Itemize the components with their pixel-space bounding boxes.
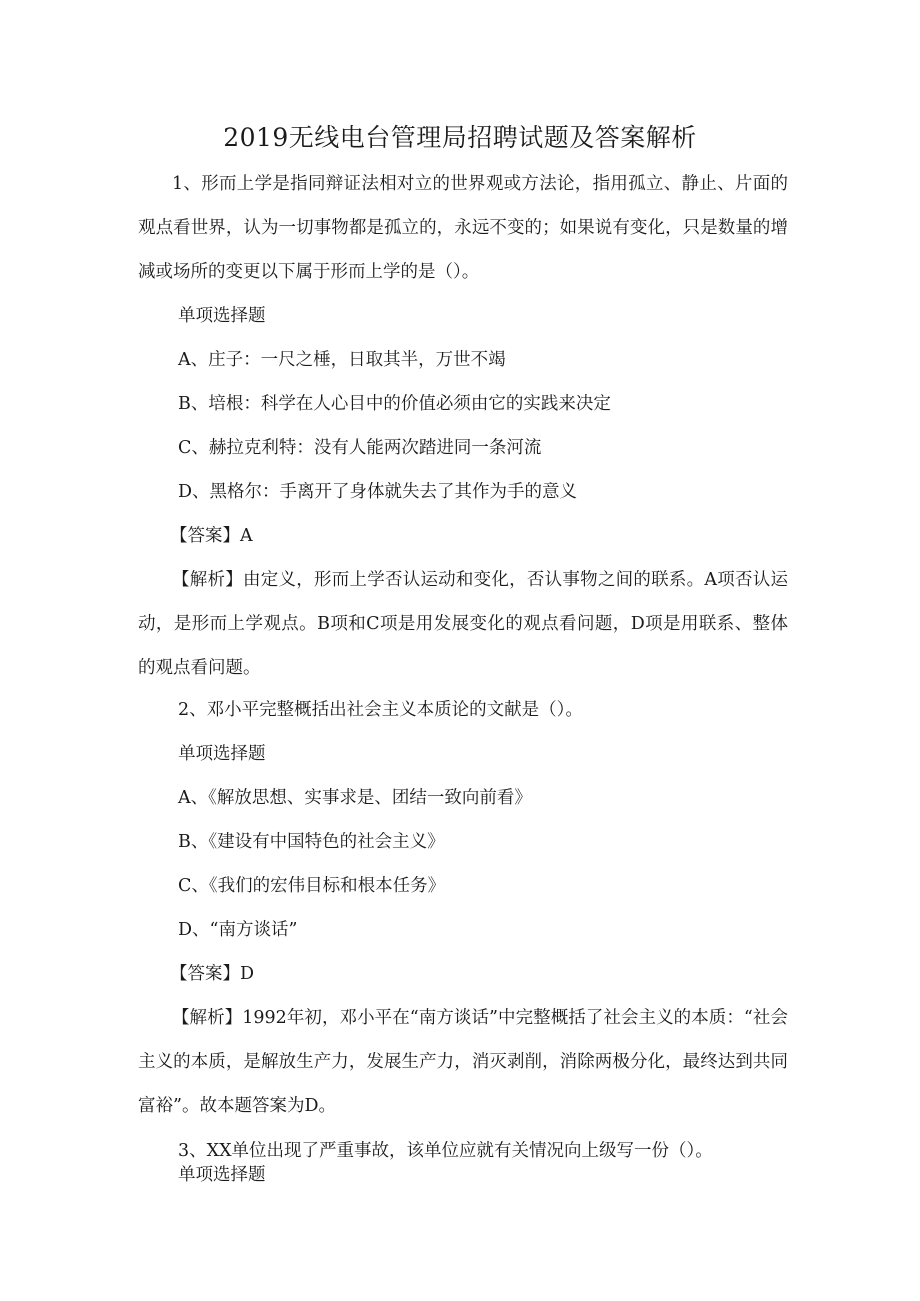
question-2-answer: 【答案】D — [170, 964, 255, 984]
document-title: 2019无线电台管理局招聘试题及答案解析 — [223, 123, 697, 152]
question-1-analysis: 【解析】由定义，形而上学否认运动和变化，否认事物之间的联系。A项否认运动，是形而上学观点。B项和C项是用发展变化的观点看问题，D项是用联系、整体的观点看问题。 — [138, 570, 788, 678]
question-2-stem: 2、邓小平完整概括出社会主义本质论的文献是（）。 — [178, 700, 583, 720]
question-1-answer: 【答案】A — [170, 526, 253, 546]
question-2-type: 单项选择题 — [178, 744, 266, 764]
question-1-option-a: A、庄子：一尺之棰，日取其半，万世不竭 — [178, 350, 506, 370]
question-1-option-b: B、培根：科学在人心目中的价值必须由它的实践来决定 — [178, 394, 611, 414]
question-1-type: 单项选择题 — [178, 306, 266, 326]
question-1-option-c: C、赫拉克利特：没有人能两次踏进同一条河流 — [178, 438, 542, 458]
question-2-option-d: D、“南方谈话” — [178, 920, 298, 940]
question-3-type: 单项选择题 — [178, 1165, 266, 1185]
question-1-stem: 1、形而上学是指同辩证法相对立的世界观或方法论，指用孤立、静止、片面的观点看世界，认为一切事物都是孤立的，永远不变的；如果说有变化，只是数量的增减或场所的变更以下属于形而上学的是（）。 — [138, 174, 788, 282]
question-2-option-a: A、《解放思想、实事求是、团结一致向前看》 — [178, 788, 532, 808]
question-2-option-c: C、《我们的宏伟目标和根本任务》 — [178, 876, 446, 896]
question-2-analysis: 【解析】1992年初，邓小平在“南方谈话”中完整概括了社会主义的本质：“社会主义的本质，是解放生产力，发展生产力，消灭剥削，消除两极分化，最终达到共同富裕”。故本题答案为D。 — [138, 1008, 788, 1116]
question-3-stem: 3、XX单位出现了严重事故，该单位应就有关情况向上级写一份（）。 — [178, 1141, 713, 1161]
question-2-option-b: B、《建设有中国特色的社会主义》 — [178, 832, 445, 852]
question-1-option-d: D、黑格尔：手离开了身体就失去了其作为手的意义 — [178, 482, 578, 502]
